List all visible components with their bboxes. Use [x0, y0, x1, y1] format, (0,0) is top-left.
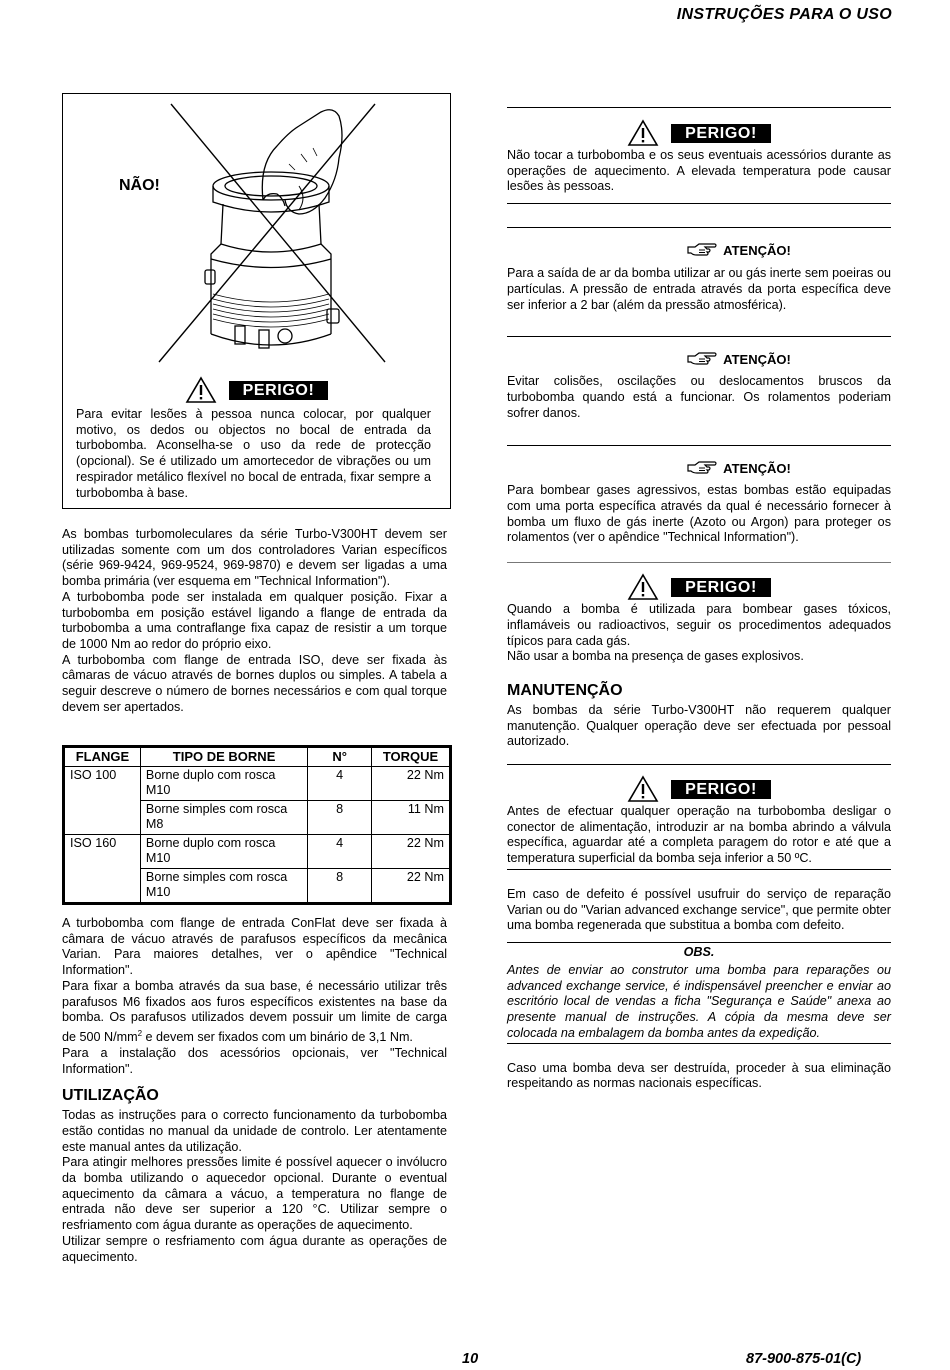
page-header-title: INSTRUÇÕES PARA O USO — [676, 6, 892, 23]
perigo3-head — [507, 774, 891, 804]
left-column — [62, 527, 447, 715]
cell-torque: 22 Nm — [372, 834, 450, 868]
document-code: 87-900-875-01(C) — [746, 1351, 862, 1367]
perigo2-text: Não usar a bomba na presença de gases explosivos. — [507, 649, 804, 664]
th-torque: TORQUE — [372, 748, 450, 767]
divider — [507, 203, 891, 204]
divider — [507, 107, 891, 108]
perigo2-text: Quando a bomba é utilizada para bombear gases tóxicos, inflamáveis ou radioactivos, seguir os procedimentos adequados típicos para cada gás. — [507, 602, 891, 648]
pointing-hand-icon — [687, 351, 717, 367]
atencao1-head — [507, 234, 891, 258]
left-column-lower — [62, 916, 447, 1265]
th-n: N° — [308, 748, 372, 767]
divider — [507, 336, 891, 337]
warning-label: PERIGO! — [671, 124, 771, 143]
base-paragraph — [62, 979, 447, 1046]
cell-tipo: Borne duplo com rosca M10 — [140, 766, 307, 800]
divider — [507, 562, 891, 563]
base-text-a: Para fixar a bomba através da sua base, é necessário utilizar três parafusos M6 fixados aos furos específicos existentes na base da bomba. Os parafusos utilizados devem possuir um limite de carga de 500 N/mm — [62, 978, 447, 1045]
cell-n: 8 — [308, 800, 372, 834]
divider — [507, 942, 891, 943]
cell-tipo: Borne simples com rosca M10 — [140, 868, 307, 902]
base-text-b: e devem ser fixados com um binário de 3,1 Nm. — [142, 1030, 413, 1045]
divider — [507, 764, 891, 765]
nao-label: NÃO! — [119, 177, 160, 194]
obs-title: OBS. — [683, 944, 715, 959]
util-paragraph: Utilizar sempre o resfriamento com água durante as operações de aquecimento. — [62, 1233, 447, 1264]
cell-tipo: Borne simples com rosca M8 — [140, 800, 307, 834]
intro-paragraph: A turbobomba com flange de entrada ISO, deve ser fixada às câmaras de vácuo através de bornes duplos ou simples. A tabela a seguir descreve o número de bornes necessários e com qual torque devem ser apertados. — [62, 652, 447, 714]
atencao3-text: Para bombear gases agressivos, estas bombas estão equipadas com uma porta específica através da qual é necessário fornecer à bomba um fluxo de gás inerte (Azoto ou Argon) para proteger os rolamentos (ver o apêndice "Technical Information"). — [507, 483, 891, 545]
borne-table — [64, 747, 450, 903]
superscript: 2 — [137, 1028, 143, 1038]
perigo2-head — [507, 572, 891, 602]
warning-triangle-icon — [185, 376, 217, 404]
table-row — [65, 834, 450, 868]
right-column — [507, 107, 891, 1092]
cell-torque: 22 Nm — [372, 868, 450, 902]
table-row — [65, 766, 450, 800]
warning-label: PERIGO! — [671, 578, 771, 597]
cell-torque: 22 Nm — [372, 766, 450, 800]
confl-paragraph: A turbobomba com flange de entrada ConFlat deve ser fixada à câmara de vácuo através de parafusos específicos da mecânica Varian. Para maiores detalhes, ver o apêndice "Technical Information". — [62, 916, 447, 978]
warning-label: PERIGO! — [229, 381, 329, 400]
divider — [507, 445, 891, 446]
figure-warning-head — [63, 375, 450, 405]
cell-tipo: Borne duplo com rosca M10 — [140, 834, 307, 868]
defeito-paragraph: Em caso de defeito é possível usufruir do serviço de reparação Varian ou do "Varian advanced exchange service", que permite obter uma bomba regenerada que substitua a bomba com defeito. — [507, 886, 891, 933]
section-title-manutencao: MANUTENÇÃO — [507, 681, 623, 699]
manut-paragraph: As bombas da série Turbo-V300HT não requerem qualquer manutenção. Qualquer operação deve ser efectuada por pessoal autorizado. — [507, 702, 891, 749]
obs-text: Antes de enviar ao construtor uma bomba para reparações ou advanced exchange service, é indispensável preencher e enviar ao escritório local de vendas a ficha "Segurança e Saúde" anexa ao presente manual de instruções. A cópia da mesma deve ser colocada na embalagem da bomba antes da expedição. — [507, 962, 891, 1040]
cell-torque: 11 Nm — [372, 800, 450, 834]
pump-illustration — [63, 94, 449, 374]
atencao-label: ATENÇÃO! — [723, 352, 791, 368]
atencao1-text: Para a saída de ar da bomba utilizar ar ou gás inerte sem poeiras ou partículas. A pressão de entrada através da porta específica deve ser inferior a 2 bar (além da pressão atmosférica). — [507, 266, 891, 312]
warning-label: PERIGO! — [671, 780, 771, 799]
th-flange: FLANGE — [65, 748, 141, 767]
pointing-hand-icon — [687, 242, 717, 258]
atencao3-head — [507, 452, 891, 476]
warning-triangle-icon — [627, 775, 659, 803]
pointing-hand-icon — [687, 460, 717, 476]
perigo3-text: Antes de efectuar qualquer operação na turbobomba desligar o conector de alimentação, introduzir ar na bomba abrindo a válvula específica, aguardar até a completa paragem do rotor e até que a temperatura superficial da bomba seja inferior a 50 ºC. — [507, 804, 891, 866]
divider — [507, 1043, 891, 1044]
table-header-row — [65, 748, 450, 767]
perigo1-text: Não tocar a turbobomba e os seus eventuais acessórios durante as operações de aquecimento. A elevada temperatura pode causar lesões às pessoas. — [507, 148, 891, 194]
util-paragraph: Todas as instruções para o correcto funcionamento da turbobomba estão contidas no manual da unidade de controlo. Ler atentamente este manual antes da utilização. — [62, 1108, 447, 1154]
util-paragraph: Para atingir melhores pressões limite é possível aquecer o invólucro da bomba utilizando o aquecedor opcional. Durante o eventual aquecimento da câmara a vácuo, a temperatura no flange de entrada não deve ser superior a 120 °C. Utilizar sempre o resfriamento com água durante as operações de aquecimento. — [62, 1155, 447, 1233]
borne-table-frame — [62, 745, 452, 905]
warning-triangle-icon — [627, 573, 659, 601]
figure-box — [62, 93, 451, 509]
cell-flange: ISO 160 — [65, 834, 141, 902]
divider — [507, 869, 891, 870]
divider — [507, 227, 891, 228]
intro-paragraph: As bombas turbomoleculares da série Turbo-V300HT devem ser utilizadas somente com um dos controladores Varian específicos (série 969-9424, 969-9524, 969-9870) e devem ser ligadas a uma bomba primária (ver esquema em "Technical Information"). — [62, 527, 447, 589]
cell-n: 8 — [308, 868, 372, 902]
cell-n: 4 — [308, 834, 372, 868]
cell-flange: ISO 100 — [65, 766, 141, 834]
figure-warning-text: Para evitar lesões à pessoa nunca colocar, por qualquer motivo, os dedos ou objectos no bocal de entrada da turbobomba. Aconselha-se o uso da rede de protecção (opcional). Se é utilizado um amortecedor de vibrações ou um respirador metálico flexível no bocal de entrada, fixar sempre a turbobomba à base. — [76, 407, 431, 500]
warning-triangle-icon — [627, 119, 659, 147]
atencao-label: ATENÇÃO! — [723, 461, 791, 477]
th-tipo: TIPO DE BORNE — [140, 748, 307, 767]
atencao2-text: Evitar colisões, oscilações ou deslocamentos bruscos da turbobomba quando está a funcionar. Os rolamentos poderiam sofrer danos. — [507, 374, 891, 420]
perigo1-head — [507, 118, 891, 148]
atencao-label: ATENÇÃO! — [723, 243, 791, 259]
accessories-paragraph: Para a instalação dos acessórios opcionais, ver "Technical Information". — [62, 1045, 447, 1076]
destruicao-paragraph: Caso uma bomba deva ser destruída, proceder à sua eliminação respeitando as normas nacionais específicas. — [507, 1060, 891, 1091]
section-title-utilizacao: UTILIZAÇÃO — [62, 1087, 159, 1105]
page-number: 10 — [462, 1351, 479, 1367]
atencao2-head — [507, 343, 891, 367]
cell-n: 4 — [308, 766, 372, 800]
intro-paragraph: A turbobomba pode ser instalada em qualquer posição. Fixar a turbobomba em posição estável ligando a flange de entrada da turbobomba a uma contraflange fixa capaz de resistir a um torque de 1000 Nm ao redor do próprio eixo. — [62, 589, 447, 651]
